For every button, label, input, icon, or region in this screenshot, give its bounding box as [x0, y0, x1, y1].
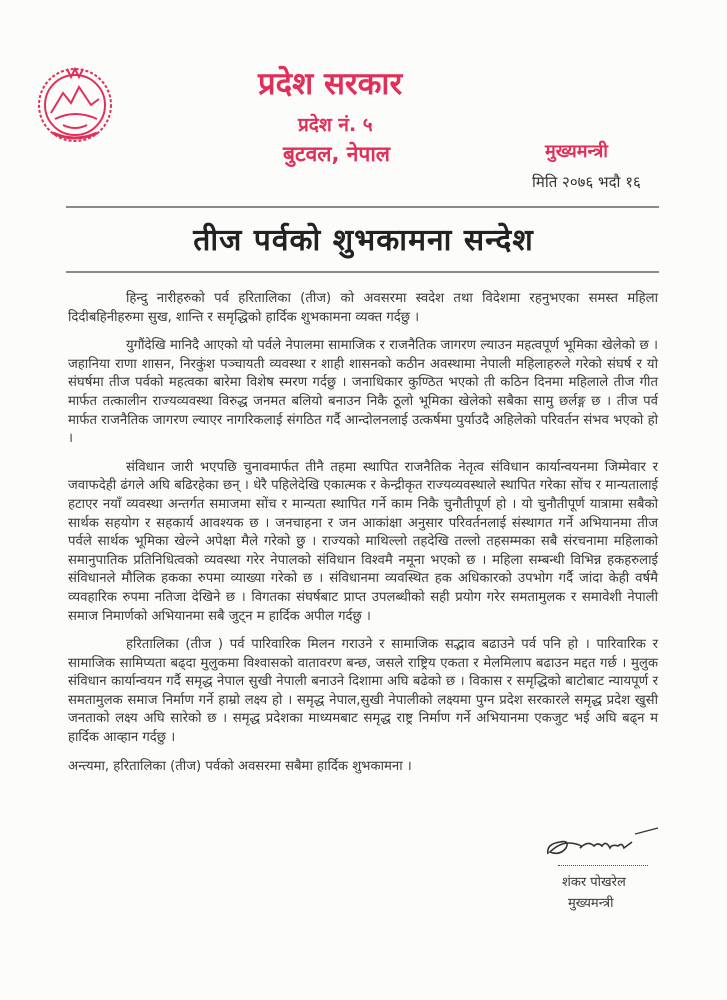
top-divider: [66, 206, 659, 208]
paragraph: युगौंदेखि मानिदै आएको यो पर्वले नेपालमा सामाजिक र राजनैतिक जागरण ल्याउन महत्वपूर्ण भूमिका खेलेको छ । जहानिया राणा शासन, निरकुंश पञ्चायती व्यवस्था र शाही शासनको कठीन अवस्थामा नेपाली महिलाहरुले गरेको संघर्ष र यो संघर्षमा तीज पर्वको महत्वका बारेमा विशेष स्मरण गर्दछु । जनाधिकार कुण्ठित भएको ती कठिन दिनमा महिलाले तीज गीत मार्फत तत्कालीन राज्यव्यवस्था विरुद्ध जनमत बलियो बनाउन निकै ठूलो भूमिका खेलेको सबैका सामु छर्लङ्ग छ । तीज पर्व मार्फत राजनैतिक जागरण ल्याएर नागरिकलाई संगठित गर्दै आन्दोलनलाई उत्कर्षमा पुर्याउदै अहिलेको परिवर्तन संभव भएको हो ।: [68, 338, 658, 447]
letter-title: तीज पर्वको शुभकामना सन्देश: [193, 223, 534, 258]
province-number: प्रदेश नं. ५: [298, 114, 373, 136]
signature-icon: [540, 818, 660, 863]
government-name: प्रदेश सरकार: [258, 66, 403, 102]
office-location: बुटवल, नेपाल: [283, 142, 391, 166]
signature-line: [558, 865, 648, 866]
letter-date: मिति २०७६ भदौ १६: [532, 173, 641, 191]
signatory-name: शंकर पोखरेल: [562, 875, 626, 890]
bottom-divider: [66, 271, 659, 273]
paragraph: हिन्दु नारीहरुको पर्व हरितालिका (तीज) को अवसरमा स्वदेश तथा विदेशमा रहनुभएका समस्त महिला दिदीबहिनीहरुमा सुख, शान्ति र समृद्धिको हार्दिक शुभकामना व्यक्त गर्दछु ।: [68, 291, 658, 325]
signature-block: [540, 818, 680, 911]
office-title: मुख्यमन्त्री: [545, 141, 608, 162]
paragraph: हरितालिका (तीज ) पर्व पारिवारिक मिलन गराउने र सामाजिक सद्भाव बढाउने पर्व पनि हो । पारिवारिक र सामाजिक सामिप्यता बढ्दा मुलुकमा विश्वासको वातावरण बन्छ, जसले राष्ट्रिय एकता र मेलमिलाप बढाउन मद्दत गर्छ । मुलुक संविधान कार्यान्वयन गर्दै समृद्ध नेपाल सुखी नेपाली बनाउने दिशामा अघि बढेको छ । विकास र समृद्धिको बाटोबाट न्यायपूर्ण र समतामुलक समाज निर्माण गर्ने हाम्रो लक्ष्य हो । समृद्ध नेपाल,सुखी नेपालीको लक्ष्यमा पुग्न प्रदेश सरकारले समृद्ध प्रदेश खुसी जनताको लक्ष्य अघि सारेको छ । समृद्ध प्रदेशका माध्यमबाट समृद्ध राष्ट्र निर्माण गर्ने अभियानमा एकजुट भई अघि बढ्न म हार्दिक आव्हान गर्दछु ।: [68, 637, 658, 746]
nepal-emblem-icon: [33, 63, 117, 147]
paragraph: संविधान जारी भएपछि चुनावमार्फत तीनै तहमा स्थापित राजनैतिक नेतृत्व संविधान कार्यान्वयनमा जिम्मेवार र जवाफदेही ढंगले अघि बढिरहेका छन् । धेरै पहिलेदेखि एकात्मक र केन्द्रीकृत राज्यव्यवस्थाले स्थापित गरेका सोंच र मान्यतालाई हटाएर नयाँ व्यवस्था अन्तर्गत समाजमा सोंच र मान्यता स्थापित गर्ने काम निकै चुनौतीपूर्ण हो । यो चुनौतीपूर्ण यात्रामा सबैको सार्थक सहयोग र सहकार्य आवश्यक छ । जनचाहना र जन आकांक्षा अनुसार परिवर्तनलाई संस्थागत गर्ने अभियानमा तीज पर्वले सार्थक भूमिका खेल्ने अपेक्षा मैले गरेको छु । राज्यको माथिल्लो तहदेखि तल्लो तहसम्मका सबै संरचनामा महिलाको समानुपातिक प्रतिनिधित्वको व्यवस्था गरेर नेपालको संविधान विश्वमै नमूना भएको छ । महिला सम्बन्धी विभिन्न हकहरुलाई संविधानले मौलिक हकका रुपमा व्याख्या गरेको छ । संविधानमा व्यवस्थित हक अधिकारको उपभोग गर्दै जांदा केही वर्षमै व्यवहारिक रुपमा नतिजा देखिने छ । विगतका संघर्षबाट प्राप्त उपलब्धीको सही प्रयोग गरेर समतामुलक र समावेशी नेपाली समाज निमार्णको अभियानमा सबै जुट्न म हार्दिक अपील गर्दछु ।: [68, 459, 658, 624]
signatory-role: मुख्यमन्त्री: [568, 896, 614, 911]
letter-body: [68, 290, 658, 786]
closing-line: अन्त्यमा, हरितालिका (तीज) पर्वको अवसरमा सबैमा हार्दिक शुभकामना ।: [68, 758, 412, 774]
